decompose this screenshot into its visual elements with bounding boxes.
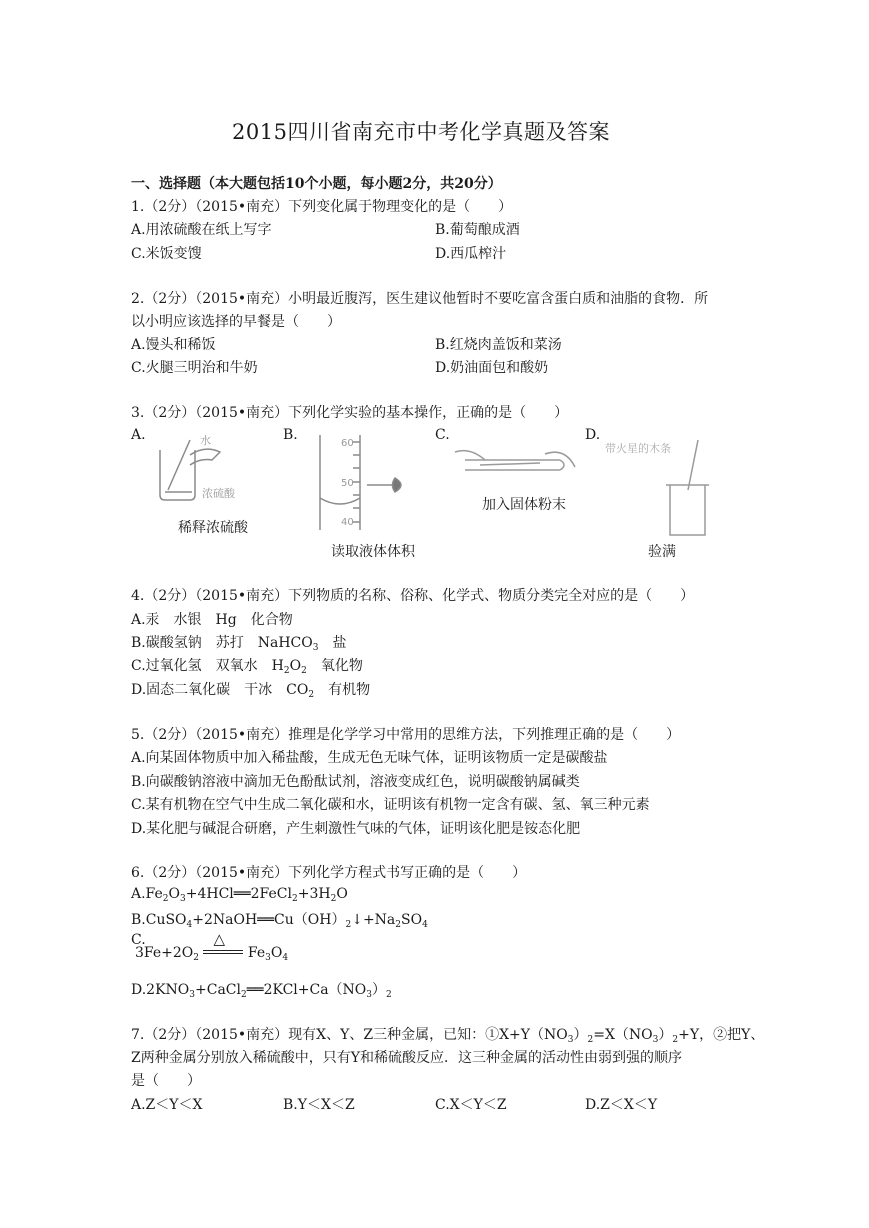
question-2-option-a: A.馒头和稀饭 (131, 337, 216, 353)
question-1-option-b: B.葡萄酿成酒 (435, 222, 520, 238)
page-title: 2015四川省南充市中考化学真题及答案 (232, 120, 610, 144)
question-6-option-b: $B.CuSO_4+2NaOH══Cu(OH)_2↓+Na_2SO_4$ (131, 912, 428, 930)
caption-read-volume: 读取液体体积 (331, 544, 415, 560)
adding-powder-figure (450, 432, 580, 487)
question-7-option-a: A.Z＜Y＜X (131, 1097, 203, 1113)
question-3-option-b-label: B. (283, 427, 298, 443)
question-5-option-c: C.某有机物在空气中生成二氧化碳和水，证明该有机物一定含有碳、氢、氧三种元素 (131, 797, 650, 813)
heating-condition-arrow (203, 930, 243, 960)
caption-diluting-acid: 稀释浓硫酸 (178, 520, 248, 536)
question-2-option-b: B.红烧肉盖饭和菜汤 (435, 337, 562, 353)
question-5-option-b: B.向碳酸钠溶液中滴加无色酚酞试剂，溶液变成红色，说明碳酸钠属碱类 (131, 774, 580, 790)
question-4-option-d: D.固态二氧化碳 干冰 $CO_2$ 有机物 (131, 682, 371, 700)
question-5-option-d: D.某化肥与碱混合研磨，产生刺激性气味的气体，证明该化肥是铵态化肥 (131, 821, 581, 837)
gas-full-test-figure (600, 430, 720, 540)
question-6-option-d: $D.2KNO_3+CaCl_2══2KCl+Ca(NO_3)_2$ (131, 982, 392, 1000)
question-1-option-d: D.西瓜榨汁 (435, 246, 507, 262)
question-4-stem: 4.（2分）（2015•南充）下列物质的名称、俗称、化学式、物质分类完全对应的是（ ） (131, 588, 695, 604)
question-3-option-c-label: C. (435, 427, 450, 443)
diluting-acid-figure (150, 430, 260, 510)
question-7-option-d: D.Z＜X＜Y (585, 1097, 658, 1113)
question-7-option-b: B.Y＜X＜Z (283, 1097, 355, 1113)
question-2-stem-line1: 2.（2分）（2015•南充）小明最近腹泻，医生建议他暂时不要吃富含蛋白质和油脂的食物．所 (131, 291, 709, 307)
question-2-option-c: C.火腿三明治和牛奶 (131, 360, 258, 376)
question-4-option-c: C.过氧化氢 双氧水 $H_2O_2$ 氧化物 (131, 658, 363, 676)
figure-d-splint-label: 带火星的木条 (605, 442, 671, 455)
question-1-option-c: C.米饭变馊 (131, 246, 202, 262)
section-heading: 一、选择题（本大题包括10个小题，每小题2分，共20分） (131, 176, 502, 192)
cylinder-tick-40: 40 (341, 517, 354, 528)
question-7-stem-line1: 7.（2分）（2015•南充）现有X、Y、Z三种金属，已知：$①X+Y(NO_3)_2=X(NO_3)_2+Y$，②把Y、 (131, 1027, 765, 1045)
question-4-option-b: B.碳酸氢钠 苏打 NaHCO$_3$ 盐 (131, 635, 347, 653)
question-2-stem-line2: 以小明应该选择的早餐是（ ） (131, 314, 341, 330)
question-3-option-a-label: A. (131, 427, 146, 443)
question-6-option-c-equation: $3Fe+2O_2$ △ $Fe_3O_4$ (135, 930, 289, 963)
heat-triangle-icon: △ (213, 930, 225, 948)
question-3-stem: 3.（2分）（2015•南充）下列化学实验的基本操作，正确的是（ ） (131, 405, 569, 421)
figure-a-acid-label: 浓硫酸 (202, 487, 235, 500)
graduated-cylinder-figure (295, 430, 435, 535)
question-7-stem-line2: Z两种金属分别放入稀硫酸中，只有Y和稀硫酸反应．这三种金属的活动性由弱到强的顺序 (131, 1050, 682, 1066)
question-5-stem: 5.（2分）（2015•南充）推理是化学学习中常用的思维方法，下列推理正确的是（ ） (131, 727, 681, 743)
cylinder-tick-60: 60 (341, 438, 354, 449)
question-5-option-a: A.向某固体物质中加入稀盐酸，生成无色无味气体，证明该物质一定是碳酸盐 (131, 750, 608, 766)
question-7-option-c: C.X＜Y＜Z (435, 1097, 507, 1113)
question-1-stem: 1.（2分）（2015•南充）下列变化属于物理变化的是（ ） (131, 199, 513, 215)
question-1-option-a: A.用浓硫酸在纸上写字 (131, 222, 272, 238)
question-6-stem: 6.（2分）（2015•南充）下列化学方程式书写正确的是（ ） (131, 865, 527, 881)
question-6-option-a: $A.Fe_2O_3+4HCl══2FeCl_2+3H_2O$ (131, 886, 348, 904)
figure-a-water-label: 水 (200, 434, 211, 447)
question-6-option-c-label: C. (131, 932, 146, 948)
question-4-option-a: A.汞 水银 Hg 化合物 (131, 612, 293, 628)
question-7-stem-line3: 是（ ） (131, 1073, 201, 1089)
caption-full-test: 验满 (648, 544, 676, 560)
caption-adding-powder: 加入固体粉末 (482, 497, 566, 513)
question-3-option-d-label: D. (585, 427, 601, 443)
question-2-option-d: D.奶油面包和酸奶 (435, 360, 549, 376)
cylinder-tick-50: 50 (341, 478, 354, 489)
